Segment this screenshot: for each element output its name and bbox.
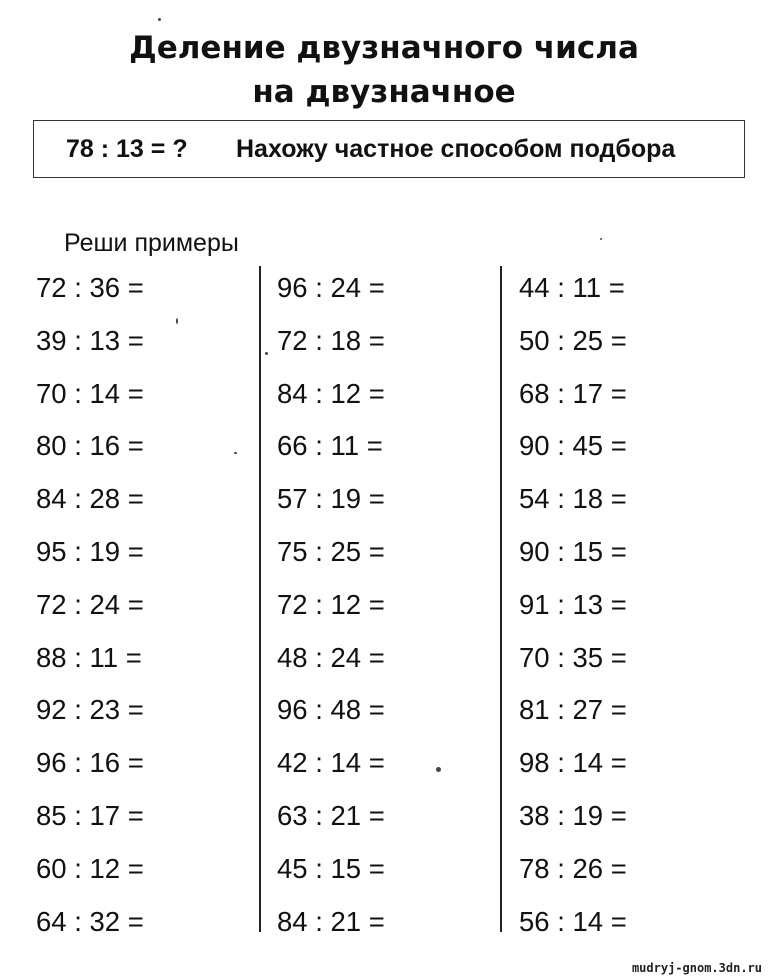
- scan-speck: [234, 452, 237, 454]
- division-example: 60 : 12 =: [36, 852, 144, 884]
- examples-column-1: [36, 262, 266, 948]
- division-example: 91 : 13 =: [519, 588, 627, 620]
- division-example: 85 : 17 =: [36, 799, 144, 831]
- page-title-line-1: Деление двузначного числа: [129, 30, 639, 66]
- division-example: 57 : 19 =: [277, 483, 385, 515]
- division-example: 80 : 16 =: [36, 430, 144, 462]
- division-example: 75 : 25 =: [277, 535, 385, 567]
- division-example: 54 : 18 =: [519, 483, 627, 515]
- division-example: 72 : 24 =: [36, 588, 144, 620]
- scan-speck: [158, 18, 161, 21]
- division-example: 68 : 17 =: [519, 377, 627, 409]
- division-example: 84 : 12 =: [277, 377, 385, 409]
- division-example: 56 : 14 =: [519, 905, 627, 937]
- method-description: Нахожу частное способом подбора: [236, 135, 676, 163]
- division-example: 90 : 15 =: [519, 535, 627, 567]
- division-example: 95 : 19 =: [36, 535, 144, 567]
- scan-speck: [265, 352, 268, 355]
- instruction-text: Реши примеры: [64, 229, 239, 257]
- division-example: 63 : 21 =: [277, 799, 385, 831]
- division-example: 44 : 11 =: [519, 272, 625, 303]
- scan-speck: [600, 238, 602, 240]
- examples-column-2: [277, 262, 507, 948]
- division-example: 84 : 28 =: [36, 483, 144, 515]
- division-example: 64 : 32 =: [36, 905, 144, 937]
- division-example: 72 : 36 =: [36, 272, 144, 303]
- division-example: 66 : 11 =: [277, 430, 383, 462]
- site-watermark: mudryj-gnom.3dn.ru: [631, 961, 762, 975]
- page-title-line-2: на двузначное: [252, 74, 516, 110]
- method-example: 78 : 13 = ?: [66, 135, 188, 163]
- division-example: 72 : 18 =: [277, 324, 385, 356]
- division-example: 98 : 14 =: [519, 747, 627, 779]
- scan-speck: [176, 318, 178, 324]
- division-example: 84 : 21 =: [277, 905, 385, 937]
- division-example: 70 : 35 =: [519, 641, 627, 673]
- division-example: 92 : 23 =: [36, 694, 144, 726]
- division-example: 39 : 13 =: [36, 324, 144, 356]
- division-example: 50 : 25 =: [519, 324, 627, 356]
- division-example: 88 : 11 =: [36, 641, 142, 673]
- division-example: 81 : 27 =: [519, 694, 627, 726]
- division-example: 48 : 24 =: [277, 641, 385, 673]
- division-example: 90 : 45 =: [519, 430, 627, 462]
- division-example: 96 : 16 =: [36, 747, 144, 779]
- division-example: 96 : 48 =: [277, 694, 385, 726]
- division-example: 96 : 24 =: [277, 272, 385, 303]
- division-example: 78 : 26 =: [519, 852, 627, 884]
- examples-column-3: [519, 262, 749, 948]
- division-example: 42 : 14 =: [277, 747, 385, 779]
- division-example: 45 : 15 =: [277, 852, 385, 884]
- division-example: 70 : 14 =: [36, 377, 144, 409]
- scan-speck: [436, 767, 441, 772]
- division-example: 72 : 12 =: [277, 588, 385, 620]
- method-box: [33, 120, 745, 178]
- division-example: 38 : 19 =: [519, 799, 627, 831]
